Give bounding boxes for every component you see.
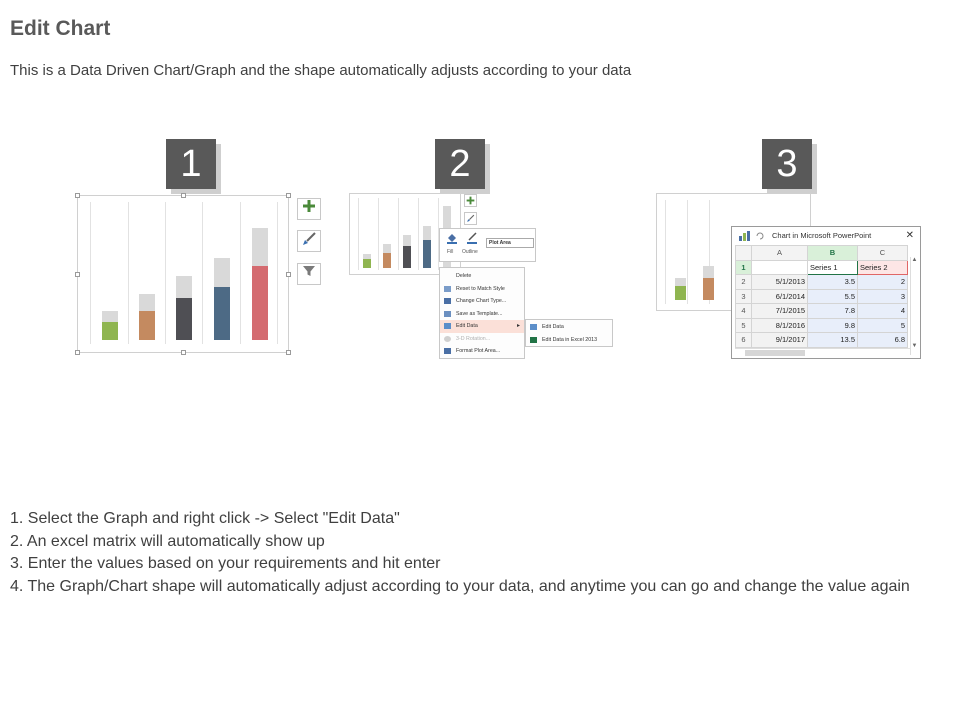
cell-b[interactable]: 5.5 [808, 289, 858, 304]
undo-icon[interactable] [756, 232, 764, 240]
cell-c[interactable]: 2 [858, 275, 908, 290]
resize-handle[interactable] [75, 193, 80, 198]
gridline [165, 202, 166, 344]
row-header[interactable]: 2 [736, 275, 752, 290]
instructions-list [10, 508, 940, 598]
page-title: Edit Chart [10, 17, 111, 40]
table-row [736, 289, 908, 304]
outline-pen-icon[interactable] [466, 232, 478, 244]
cell-c[interactable]: 4 [858, 304, 908, 319]
menu-item-label: Save as Template... [456, 310, 503, 317]
table-row [736, 275, 908, 290]
fill-bucket-icon[interactable] [446, 232, 458, 244]
bar-green [102, 322, 118, 340]
menu-item-format-plot-area[interactable] [440, 345, 524, 358]
cell-c[interactable]: 6.8 [858, 333, 908, 348]
excel-icon [530, 337, 537, 343]
fill-label: Fill [447, 249, 454, 255]
scroll-down-icon[interactable]: ▼ [911, 343, 918, 349]
cell-a[interactable]: 6/1/2014 [752, 289, 808, 304]
gridline [665, 200, 666, 304]
cell-b[interactable]: 7.8 [808, 304, 858, 319]
submenu-item-label: Edit Data in Excel 2013 [542, 337, 598, 343]
resize-handle[interactable] [286, 193, 291, 198]
resize-handle[interactable] [181, 193, 186, 198]
cell-b[interactable]: 3.5 [808, 275, 858, 290]
submenu-item-label: Edit Data [542, 324, 564, 330]
cell-b[interactable]: 9.8 [808, 318, 858, 333]
gridline [358, 198, 359, 270]
sample-chart-1[interactable] [77, 195, 289, 353]
gridline [202, 202, 203, 344]
format-icon [444, 348, 451, 354]
resize-handle[interactable] [286, 272, 291, 277]
bar-orange [383, 253, 391, 268]
menu-item-save-template[interactable] [440, 308, 524, 321]
excel-title: Chart in Microsoft PowerPoint [772, 231, 872, 240]
menu-item-edit-data[interactable] [440, 320, 524, 333]
reset-icon [444, 286, 451, 292]
chart-app-icon [739, 231, 750, 241]
column-header-a[interactable]: A [752, 246, 808, 261]
table-row [736, 318, 908, 333]
step-badge-1: 1 [166, 139, 216, 189]
close-icon[interactable]: ✕ [905, 230, 914, 241]
bar-orange [139, 311, 155, 340]
step-badge-3: 3 [762, 139, 812, 189]
row-header[interactable]: 5 [736, 318, 752, 333]
menu-item-reset-style[interactable] [440, 283, 524, 296]
bar-green [675, 286, 686, 300]
submenu-item-edit-in-excel[interactable] [526, 334, 612, 347]
menu-item-label: Delete [456, 273, 472, 279]
rotation-icon [444, 336, 451, 342]
bar-dark [403, 246, 411, 268]
gridline [277, 202, 278, 344]
row-header[interactable]: 4 [736, 304, 752, 319]
cell-a[interactable]: 9/1/2017 [752, 333, 808, 348]
gridline [398, 198, 399, 270]
menu-item-label: Format Plot Area... [456, 348, 501, 354]
resize-handle[interactable] [181, 350, 186, 355]
gridline [687, 200, 688, 304]
column-header-b[interactable]: B [808, 246, 858, 261]
menu-item-change-chart-type[interactable] [440, 295, 524, 308]
instruction-step-3: 3. Enter the values based on your requirements and hit enter [10, 555, 441, 572]
gridline [418, 198, 419, 270]
chart-element-dropdown[interactable]: Plot Area [486, 238, 534, 248]
horizontal-scrollbar[interactable] [735, 348, 911, 356]
menu-item-label: Edit Data [456, 323, 478, 329]
resize-handle[interactable] [286, 350, 291, 355]
resize-handle[interactable] [75, 272, 80, 277]
cell-c[interactable]: 5 [858, 318, 908, 333]
chart-type-icon [444, 298, 451, 304]
column-header-c[interactable]: C [858, 246, 908, 261]
cell-c[interactable]: Series 2 [858, 260, 908, 275]
step-badge-2: 2 [435, 139, 485, 189]
menu-item-3d-rotation [440, 333, 524, 346]
instruction-step-4: 4. The Graph/Chart shape will automatically adjust according to your data, and anytime you can go and change the value again [10, 577, 910, 595]
gridline [378, 198, 379, 270]
format-mini-toolbar [439, 228, 536, 262]
row-header[interactable]: 3 [736, 289, 752, 304]
cell-c[interactable]: 3 [858, 289, 908, 304]
row-header[interactable]: 6 [736, 333, 752, 348]
spreadsheet-grid[interactable] [735, 245, 908, 348]
gridline [240, 202, 241, 344]
menu-item-label: Change Chart Type... [456, 298, 507, 304]
context-menu [439, 267, 525, 359]
menu-item-label: Reset to Match Style [456, 285, 505, 292]
cell-a[interactable]: 8/1/2016 [752, 318, 808, 333]
cell-b[interactable]: 13.5 [808, 333, 858, 348]
edit-data-icon [530, 324, 537, 330]
excel-datasheet-window [731, 226, 921, 359]
scroll-thumb[interactable] [745, 350, 805, 356]
submenu-item-edit-data[interactable] [526, 321, 612, 334]
gridline [90, 202, 91, 344]
chart-elements-plus-icon[interactable] [297, 198, 321, 220]
row-header[interactable]: 1 [736, 260, 752, 275]
instruction-step-2: 2. An excel matrix will automatically show up [10, 532, 325, 550]
bar-red [252, 266, 268, 340]
bar-dark [176, 298, 192, 340]
submenu-arrow-icon: ▸ [516, 323, 520, 329]
chart-elements-plus-icon[interactable] [464, 194, 477, 207]
table-row [736, 333, 908, 348]
bar-green [363, 259, 371, 268]
cell-a[interactable] [752, 260, 808, 275]
cell-b-selected[interactable]: Series 1 [808, 260, 858, 275]
chart-filter-icon[interactable] [297, 263, 321, 285]
table-row [736, 260, 908, 275]
menu-item-label: 3-D Rotation... [456, 335, 491, 342]
cell-a[interactable]: 5/1/2013 [752, 275, 808, 290]
corner-cell[interactable] [736, 246, 752, 261]
page-subtitle: This is a Data Driven Chart/Graph and the shape automatically adjusts according to your data [10, 62, 632, 79]
instruction-step-1: 1. Select the Graph and right click -> Select "Edit Data" [10, 510, 400, 527]
bar-blue [214, 287, 230, 340]
bar-blue [423, 240, 431, 268]
gridline [128, 202, 129, 344]
vertical-scrollbar[interactable] [910, 257, 918, 355]
cell-a[interactable]: 7/1/2015 [752, 304, 808, 319]
bar-orange [703, 278, 714, 300]
scroll-up-icon[interactable]: ▲ [911, 257, 918, 263]
column-header-row [736, 246, 908, 261]
edit-data-submenu [525, 319, 613, 347]
edit-data-icon [444, 323, 451, 329]
resize-handle[interactable] [75, 350, 80, 355]
menu-item-delete[interactable] [440, 270, 524, 283]
chart-styles-brush-icon[interactable] [464, 212, 477, 225]
save-template-icon [444, 311, 451, 317]
table-row [736, 304, 908, 319]
outline-label: Outline [462, 249, 478, 255]
chart-styles-brush-icon[interactable] [297, 230, 321, 252]
